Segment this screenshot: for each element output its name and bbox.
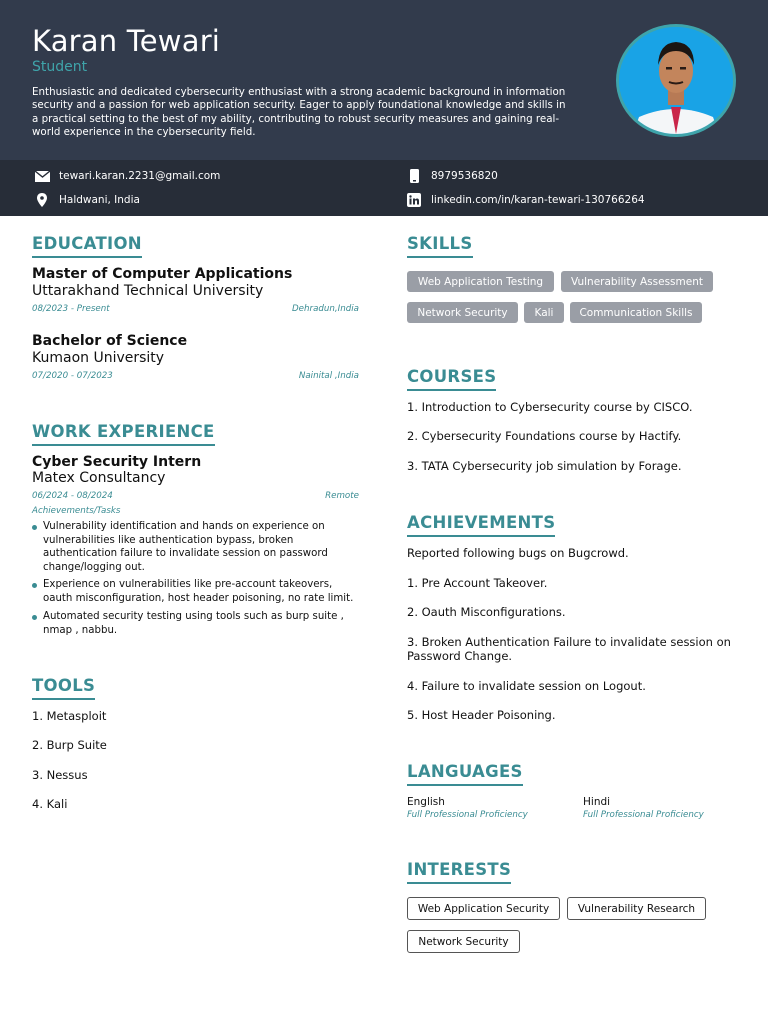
- profile-photo: [616, 24, 736, 137]
- job-title: Cyber Security Intern: [32, 454, 202, 470]
- company-name: Matex Consultancy: [32, 470, 166, 486]
- interest-tag: Network Security: [407, 930, 520, 953]
- skill-tag: Kali: [524, 302, 564, 323]
- task-bullet: Automated security testing using tools such as burp suite , nmap , nabbu.: [32, 610, 362, 637]
- task-bullet: Experience on vulnerabilities like pre-account takeovers, oauth misconfiguration, host header poisoning, no rate limit.: [32, 578, 362, 605]
- skill-tag: Vulnerability Assessment: [561, 271, 713, 292]
- education-dates: 07/2020 - 07/2023: [32, 371, 113, 381]
- interest-tag: Web Application Security: [407, 897, 560, 920]
- task-bullet: Vulnerability identification and hands on experience on vulnerabilities like authentication bypass, broken authentication failure to invalidate session on password change/logging out.: [32, 520, 362, 574]
- course-item: 3. TATA Cybersecurity job simulation by Forage.: [407, 459, 682, 473]
- education-degree: Master of Computer Applications: [32, 266, 293, 282]
- portrait-image: [619, 27, 733, 134]
- skill-tag: Network Security: [407, 302, 518, 323]
- education-dates: 08/2023 - Present: [32, 304, 110, 314]
- tasks-subheading: Achievements/Tasks: [32, 506, 121, 516]
- achievement-item: 5. Host Header Poisoning.: [407, 708, 556, 722]
- language-name: Hindi: [583, 796, 611, 808]
- language-level: Full Professional Proficiency: [407, 810, 528, 820]
- achievement-item: 4. Failure to invalidate session on Logout.: [407, 679, 646, 693]
- phone-contact[interactable]: [406, 169, 498, 183]
- tool-item: 3. Nessus: [32, 768, 88, 782]
- phone-icon: [406, 169, 422, 183]
- skills-heading: SKILLS: [407, 234, 473, 258]
- interest-tag: Vulnerability Research: [567, 897, 706, 920]
- location-contact: [34, 193, 140, 207]
- course-item: 2. Cybersecurity Foundations course by Hactify.: [407, 429, 682, 443]
- resume-header: [0, 0, 768, 160]
- achievements-intro: Reported following bugs on Bugcrowd.: [407, 546, 629, 560]
- email-text: tewari.karan.2231@gmail.com: [59, 170, 221, 182]
- education-heading: EDUCATION: [32, 234, 142, 258]
- education-place: Dehradun,India: [291, 304, 359, 314]
- education-degree: Bachelor of Science: [32, 333, 188, 349]
- course-item: 1. Introduction to Cybersecurity course by CISCO.: [407, 400, 693, 414]
- achievement-item: 2. Oauth Misconfigurations.: [407, 605, 566, 619]
- education-school: Kumaon University: [32, 350, 165, 366]
- tool-item: 1. Metasploit: [32, 709, 107, 723]
- location-text: Haldwani, India: [59, 194, 140, 206]
- job-dates: 06/2024 - 08/2024: [32, 491, 113, 501]
- email-contact[interactable]: [34, 169, 220, 183]
- languages-heading: LANGUAGES: [407, 762, 523, 786]
- education-place: Nainital ,India: [298, 371, 359, 381]
- education-school: Uttarakhand Technical University: [32, 283, 264, 299]
- candidate-role: Student: [32, 59, 88, 75]
- achievements-heading: ACHIEVEMENTS: [407, 513, 555, 537]
- courses-heading: COURSES: [407, 367, 496, 391]
- linkedin-icon: [406, 193, 422, 207]
- tool-item: 4. Kali: [32, 797, 68, 811]
- contact-bar: [0, 160, 768, 216]
- job-mode: Remote: [325, 491, 359, 501]
- achievement-item: 1. Pre Account Takeover.: [407, 576, 548, 590]
- interests-heading: INTERESTS: [407, 860, 511, 884]
- language-name: English: [407, 796, 445, 808]
- envelope-icon: [34, 169, 50, 183]
- phone-text: 8979536820: [431, 170, 498, 182]
- location-pin-icon: [34, 193, 50, 207]
- profile-summary: Enthusiastic and dedicated cybersecurity enthusiast with a strong academic background in information security and a passion for web application security. Eager to apply foundational knowledge and skills in a practical setting to the best of my ability, contributing to robust security measures and gaining real-world experience in the cybersecurity field.: [32, 86, 566, 139]
- candidate-name: Karan Tewari: [32, 24, 221, 58]
- skill-tag: Web Application Testing: [407, 271, 554, 292]
- achievement-item: 3. Broken Authentication Failure to invalidate session on Password Change.: [407, 635, 731, 663]
- linkedin-contact[interactable]: [406, 193, 645, 207]
- work-experience-heading: WORK EXPERIENCE: [32, 422, 215, 446]
- tool-item: 2. Burp Suite: [32, 738, 107, 752]
- tools-heading: TOOLS: [32, 676, 95, 700]
- skill-tag: Communication Skills: [570, 302, 702, 323]
- linkedin-text: linkedin.com/in/karan-tewari-130766264: [431, 194, 645, 206]
- language-level: Full Professional Proficiency: [583, 810, 704, 820]
